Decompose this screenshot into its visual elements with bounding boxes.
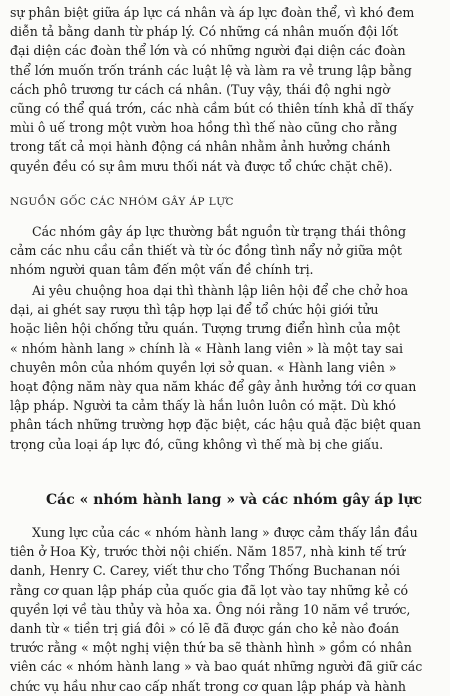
paragraph-origin: Các nhóm gây áp lực thường bắt nguồn từ trạng thái thông cảm các nhu cầu cần thiết và từ óc đồng tình nẩy nở giữa một nhóm người quan tâm đến một vấn đề chính trị.: [10, 224, 406, 278]
section-subheading: NGUỒN GỐC CÁC NHÓM GÂY ÁP LỰC: [10, 196, 234, 208]
paragraph-lobbyist: Ai yêu chuộng hoa dại thì thành lập liên hội để che chở hoa dại, ai ghét say rượu thì tập hợp lại để tổ chức hội giới tửu hoặc liên hội chống tửu quán. Tượng trưng điển hình của một « nhóm hành lang » chính là « Hành lang viên » là một tay sai chuyên môn của nhóm quyền lợi sở quan. « Hành lang viên » hoạt động năm này qua năm khác để gây ảnh hưởng tới cơ quan lập pháp. Người ta cảm thấy là hắn luôn luôn có mặt. Dù khó phân tách những trường hợp đặc biệt, các hậu quả đặc biệt quan trọng của loại áp lực đó, cũng không vì thế mà bị che giấu.: [10, 283, 421, 452]
section-heading: Các « nhóm hành lang » và các nhóm gây áp lực: [46, 492, 423, 508]
paragraph-history: Xung lực của các « nhóm hành lang » được cảm thấy lần đầu tiên ở Hoa Kỳ, trước thời nội chiến. Năm 1857, nhà kinh tế trứ danh, Henry C. Carey, viết thư cho Tổng Thống Buchanan nói rằng cơ quan lập pháp của quốc gia đã lọt vào tay những kẻ có quyền lợi về tàu thủy và hỏa xa. Ông nói rằng 10 năm về trước, danh từ « tiền trị giá đôi » có lẽ đã được gán cho kẻ nào đoán trước rằng « một nghị viện thứ ba sẽ thành hình » gồm có nhân viên các « nhóm hành lang » và bao quát những người đã giữ các chức vụ hầu như cao cấp nhất trong cơ quan lập pháp và hành: [10, 525, 423, 694]
paragraph-pressure-distinction: sự phân biệt giữa áp lực cá nhân và áp lực đoàn thể, vì khó đem diễn tả bằng danh từ pháp lý. Có những cá nhân muốn đội lốt đại diện các đoàn thể lớn và có những người đại diện các đoàn thể lớn muốn trốn tránh các luật lệ và làm ra vẻ trung lập bằng cách phô trương tư cách cá nhân. (Tuy vậy, thái độ nghi ngờ cũng có thể quá trớn, các nhà cầm bút có thiên tính khả dĩ thấy mùi ô uế trong một vườn hoa hồng thì thế nào cũng cho rằng trong tất cả mọi hành động cá nhân nhằm ảnh hưởng chánh quyền đều có sự âm mưu thối nát và được tổ chức chặt chẽ).: [10, 5, 415, 174]
